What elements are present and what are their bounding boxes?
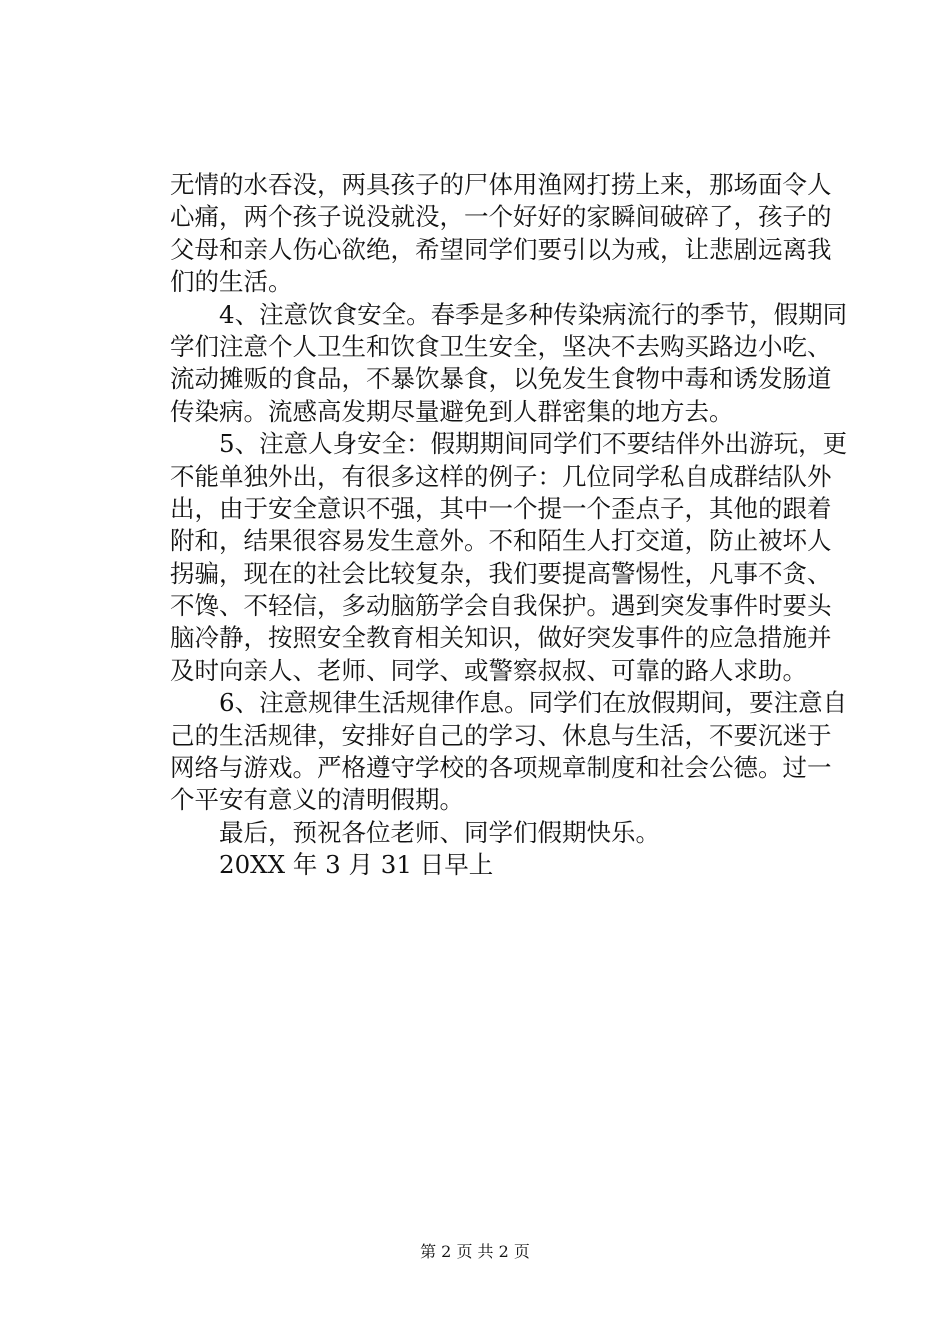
- text-line: 们的生活。: [170, 267, 293, 297]
- document-body: [170, 169, 848, 882]
- text-line: 个平安有意义的清明假期。: [170, 785, 464, 815]
- page-number-footer: 第 2 页 共 2 页: [420, 1242, 530, 1261]
- text-line: 传染病。流感高发期尽量避免到人群密集的地方去。: [170, 396, 734, 426]
- text-line: 附 和 ， 结 果 很 容 易 发 生 意 外 。 不 和 陌 生 人 打 交 道 ， 防 止 被 坏 人: [170, 526, 832, 556]
- text-line: 出 ， 由 于 安 全 意 识 不 强 ， 其 中 一 个 提 一 个 歪 点 子 ， 其 他 的 跟 着: [170, 493, 832, 523]
- text-line: 无 情 的 水 吞 没 ， 两 具 孩 子 的 尸 体 用 渔 网 打 捞 上 来 ， 那 场 面 令 人: [170, 170, 832, 199]
- text-line: 5 、 注 意 人 身 安 全 ： 假 期 期 间 同 学 们 不 要 结 伴 外 出 游 玩 ， 更: [219, 429, 848, 459]
- text-line: 脑 冷 静 ， 按 照 安 全 教 育 相 关 知 识 ， 做 好 突 发 事 件 的 应 急 措 施 并: [170, 623, 832, 653]
- text-line: 心 痛 ， 两 个 孩 子 说 没 就 没 ， 一 个 好 好 的 家 瞬 间 破 碎 了 ， 孩 子 的: [170, 202, 832, 232]
- text-line: 学 们 注 意 个 人 卫 生 和 饮 食 卫 生 安 全 ， 坚 决 不 去 购 买 路 边 小 吃 、: [170, 331, 832, 361]
- text-line: 拐 骗 ， 现 在 的 社 会 比 较 复 杂 ， 我 们 要 提 高 警 惕 性 ， 凡 事 不 贪 、: [170, 558, 832, 588]
- text-line: 4 、 注 意 饮 食 安 全 。 春 季 是 多 种 传 染 病 流 行 的 季 节 ， 假 期 同: [219, 299, 848, 329]
- text-line: 不 馋 、 不 轻 信 ， 多 动 脑 筋 学 会 自 我 保 护 。 遇 到 突 发 事 件 时 要 头: [170, 591, 832, 621]
- text-line: 网 络 与 游 戏 。 严 格 遵 守 学 校 的 各 项 规 章 制 度 和 社 会 公 德 。 过 一: [170, 753, 832, 783]
- text-line: 不 能 单 独 外 出 ， 有 很 多 这 样 的 例 子 ： 几 位 同 学 私 自 成 群 结 队 外: [170, 461, 832, 491]
- text-line: 6 、 注 意 规 律 生 活 规 律 作 息 。 同 学 们 在 放 假 期 间 ， 要 注 意 自: [219, 688, 848, 718]
- text-line: 己 的 生 活 规 律 ， 安 排 好 自 己 的 学 习 、 休 息 与 生 活 ， 不 要 沉 迷 于: [170, 720, 832, 750]
- text-line: 流 动 摊 贩 的 食 品 ， 不 暴 饮 暴 食 ， 以 免 发 生 食 物 中 毒 和 诱 发 肠 道: [170, 364, 832, 394]
- text-line: 父 母 和 亲 人 伤 心 欲 绝 ， 希 望 同 学 们 要 引 以 为 戒 ， 让 悲 剧 远 离 我: [170, 234, 832, 264]
- text-line: 最后，预祝各位老师、同学们假期快乐。: [170, 817, 660, 847]
- date-line: 20XX 年 3 月 31 日早上: [170, 850, 494, 880]
- text-line: 及时向亲人、老师、同学、或警察叔叔、可靠的路人求助。: [170, 655, 807, 685]
